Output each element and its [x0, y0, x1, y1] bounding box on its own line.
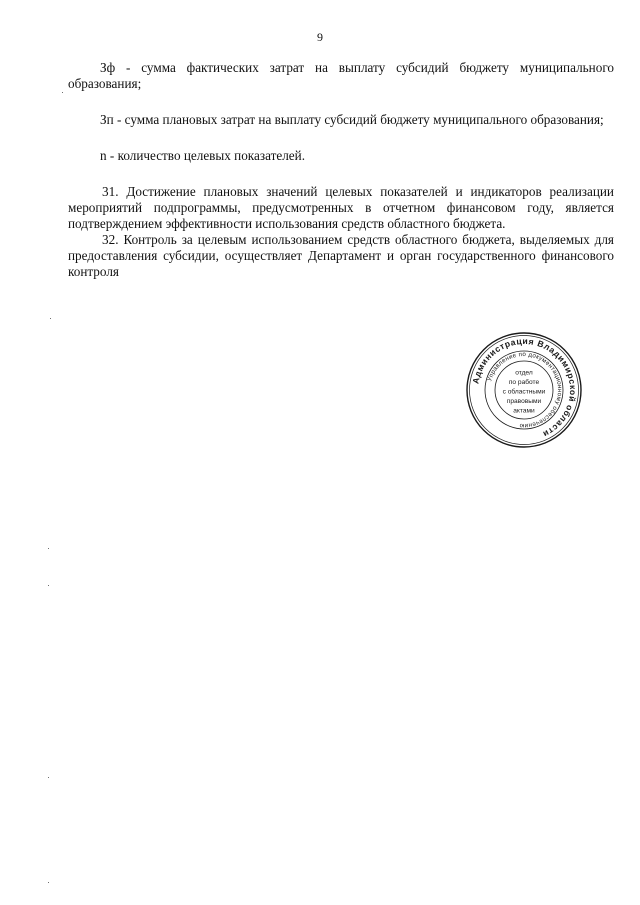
scan-speck: [48, 548, 49, 549]
official-stamp: [464, 330, 584, 450]
stamp-center-line: по работе: [508, 379, 540, 386]
definition-text: - сумма плановых затрат на выплату субсидий бюджету муниципального образования;: [113, 112, 604, 127]
definition-symbol: Зп: [100, 112, 114, 127]
definition-text: - сумма фактических затрат на выплату субсидий бюджету муниципального образования;: [68, 60, 614, 91]
scan-speck: [48, 777, 49, 778]
definition-symbol: n: [100, 148, 107, 163]
stamp-center-line: актами: [513, 407, 535, 415]
item-32: [68, 232, 614, 280]
item-number: 32.: [102, 232, 119, 247]
scan-speck: [62, 92, 63, 93]
item-31: [68, 184, 614, 232]
scan-speck: [50, 318, 51, 319]
stamp-outer-text: Администрация Владимирской области: [470, 335, 579, 440]
item-text: Достижение плановых значений целевых показателей и индикаторов реализации мероприятий подпрограммы, предусмотренных в отчетном финансовом году, является подтверждением эффективности использования средств областного бюджета.: [68, 184, 614, 231]
scan-speck: [48, 882, 49, 883]
stamp-center-line: отдел: [515, 369, 533, 377]
definition-text: - количество целевых показателей.: [106, 148, 305, 163]
document-body: [68, 60, 614, 280]
stamp-inner-text: Управление по документационному обеспечению: [486, 350, 564, 430]
definition-zp: [68, 112, 614, 128]
item-number: 31.: [102, 184, 119, 199]
definition-n: [68, 148, 614, 164]
page-number: 9: [317, 30, 323, 44]
stamp-graphic: [464, 330, 584, 450]
stamp-center-line: с областными: [502, 388, 546, 396]
definition-zf: [68, 60, 614, 92]
stamp-center-line: правовыми: [506, 398, 542, 405]
scan-speck: [48, 585, 49, 586]
definition-symbol: Зф: [100, 60, 116, 75]
item-text: Контроль за целевым использованием средств областного бюджета, выделяемых для предоставления субсидии, осуществляет Департамент и орган государственного финансового контроля: [68, 232, 614, 279]
